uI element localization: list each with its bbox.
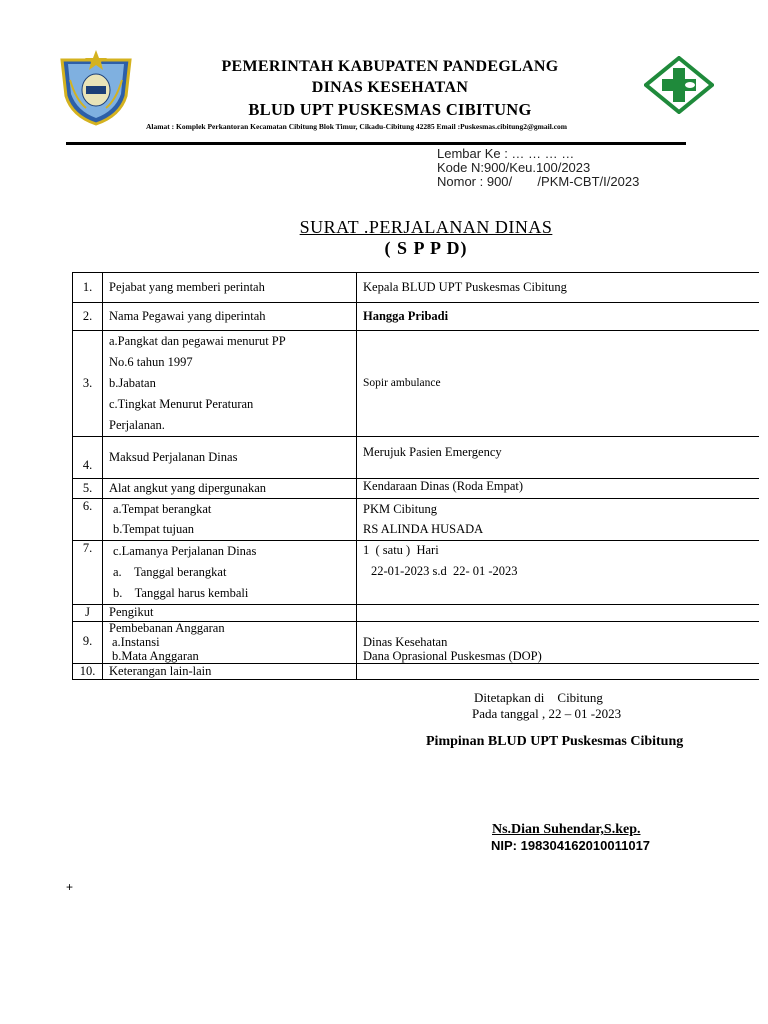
pandeglang-regency-emblem [56, 50, 136, 126]
row-value: Merujuk Pasien Emergency [357, 437, 760, 479]
row-label: a.Tempat berangkat [113, 502, 212, 516]
row-label-group [103, 621, 357, 663]
row-label: a.Pangkat dan pegawai menurut PP [109, 334, 286, 348]
row-number: 6. [73, 499, 103, 541]
table-row [73, 273, 760, 303]
row-label: a. Tanggal berangkat [113, 565, 227, 579]
employee-name: Hangga Pribadi [357, 303, 760, 331]
row-label: c.Lamanya Perjalanan Dinas [113, 544, 257, 558]
table-row [73, 331, 760, 437]
row-label: c.Tingkat Menurut Peraturan [109, 397, 254, 411]
row-label-group [103, 331, 357, 437]
row-value [357, 663, 760, 680]
table-row [73, 605, 760, 622]
issued-place: Ditetapkan di Cibitung [474, 690, 603, 705]
signatory-nip: NIP: 198304162010011017 [491, 838, 651, 853]
row-number: 4. [73, 437, 103, 479]
row-label: Perjalanan. [109, 418, 165, 432]
row-value-group [357, 541, 760, 605]
row-value [357, 605, 760, 622]
row-number: 7. [73, 541, 103, 605]
row-value: Dinas Kesehatan [363, 634, 448, 649]
row-label: Alat angkut yang dipergunakan [103, 479, 357, 499]
row-number: 2. [73, 303, 103, 331]
row-number: J [73, 605, 103, 622]
row-value: 1 ( satu ) Hari [363, 543, 439, 557]
issued-date: Pada tanggal , 22 – 01 -2023 [472, 706, 622, 721]
travel-order-table [72, 272, 759, 680]
office-address: Alamat : Komplek Perkantoran Kecamatan Cibitung Blok Timur, Cikadu-Cibitung 42285 Email :Puskesmas.cibitung2@gmail.com [146, 122, 568, 131]
signatory-name: Ns.Dian Suhendar,S.kep. [492, 822, 641, 837]
table-row [73, 303, 760, 331]
table-row [73, 437, 760, 479]
document-number: Nomor : 900/ /PKM-CBT/I/2023 [437, 174, 640, 189]
row-label: b.Jabatan [109, 376, 156, 390]
sheet-number: Lembar Ke : … … … … [437, 146, 575, 161]
unit-name: BLUD UPT PUSKESMAS CIBITUNG [248, 100, 532, 119]
letterhead-divider [66, 142, 686, 145]
document-code: Kode N:900/Keu.100/2023 [437, 160, 591, 175]
row-label: b.Tempat tujuan [113, 522, 195, 536]
document-subtitle: ( S P P D) [384, 238, 468, 258]
row-number: 1. [73, 273, 103, 303]
row-label: Pejabat yang memberi perintah [103, 273, 357, 303]
table-row [73, 479, 760, 499]
row-value: PKM Cibitung [363, 502, 437, 516]
row-label: Maksud Perjalanan Dinas [103, 437, 357, 479]
row-value: Sopir ambulance [357, 331, 760, 437]
row-number: 9. [73, 621, 103, 663]
row-value: RS ALINDA HUSADA [363, 522, 484, 536]
row-label: Pembebanan Anggaran [109, 620, 225, 635]
document-title: SURAT .PERJALANAN DINAS [299, 217, 553, 237]
row-number: 10. [73, 663, 103, 680]
table-row [73, 663, 760, 680]
table-row [73, 621, 760, 663]
row-number: 5. [73, 479, 103, 499]
plus-mark: + [66, 880, 74, 894]
row-value-group [357, 499, 760, 541]
department-name: DINAS KESEHATAN [311, 79, 469, 96]
signatory-title: Pimpinan BLUD UPT Puskesmas Cibitung [426, 734, 684, 749]
row-label: Nama Pegawai yang diperintah [103, 303, 357, 331]
row-label: a.Instansi [112, 634, 160, 649]
row-label: No.6 tahun 1997 [109, 355, 193, 369]
row-label: Keterangan lain-lain [103, 663, 357, 680]
table-row [73, 541, 760, 605]
row-label-group [103, 499, 357, 541]
row-label: b. Tanggal harus kembali [113, 586, 249, 600]
row-value-group [357, 621, 760, 663]
row-value: Dana Oprasional Puskesmas (DOP) [363, 648, 542, 663]
table-row [73, 499, 760, 541]
row-label: Pengikut [103, 605, 357, 622]
government-name: PEMERINTAH KABUPATEN PANDEGLANG [221, 58, 559, 75]
row-value: Kepala BLUD UPT Puskesmas Cibitung [357, 273, 760, 303]
row-number: 3. [73, 331, 103, 437]
row-value: Kendaraan Dinas (Roda Empat) [357, 479, 760, 499]
row-label: b.Mata Anggaran [112, 648, 199, 663]
row-value: 22-01-2023 s.d 22- 01 -2023 [371, 564, 518, 578]
puskesmas-logo [644, 56, 714, 114]
row-label-group [103, 541, 357, 605]
